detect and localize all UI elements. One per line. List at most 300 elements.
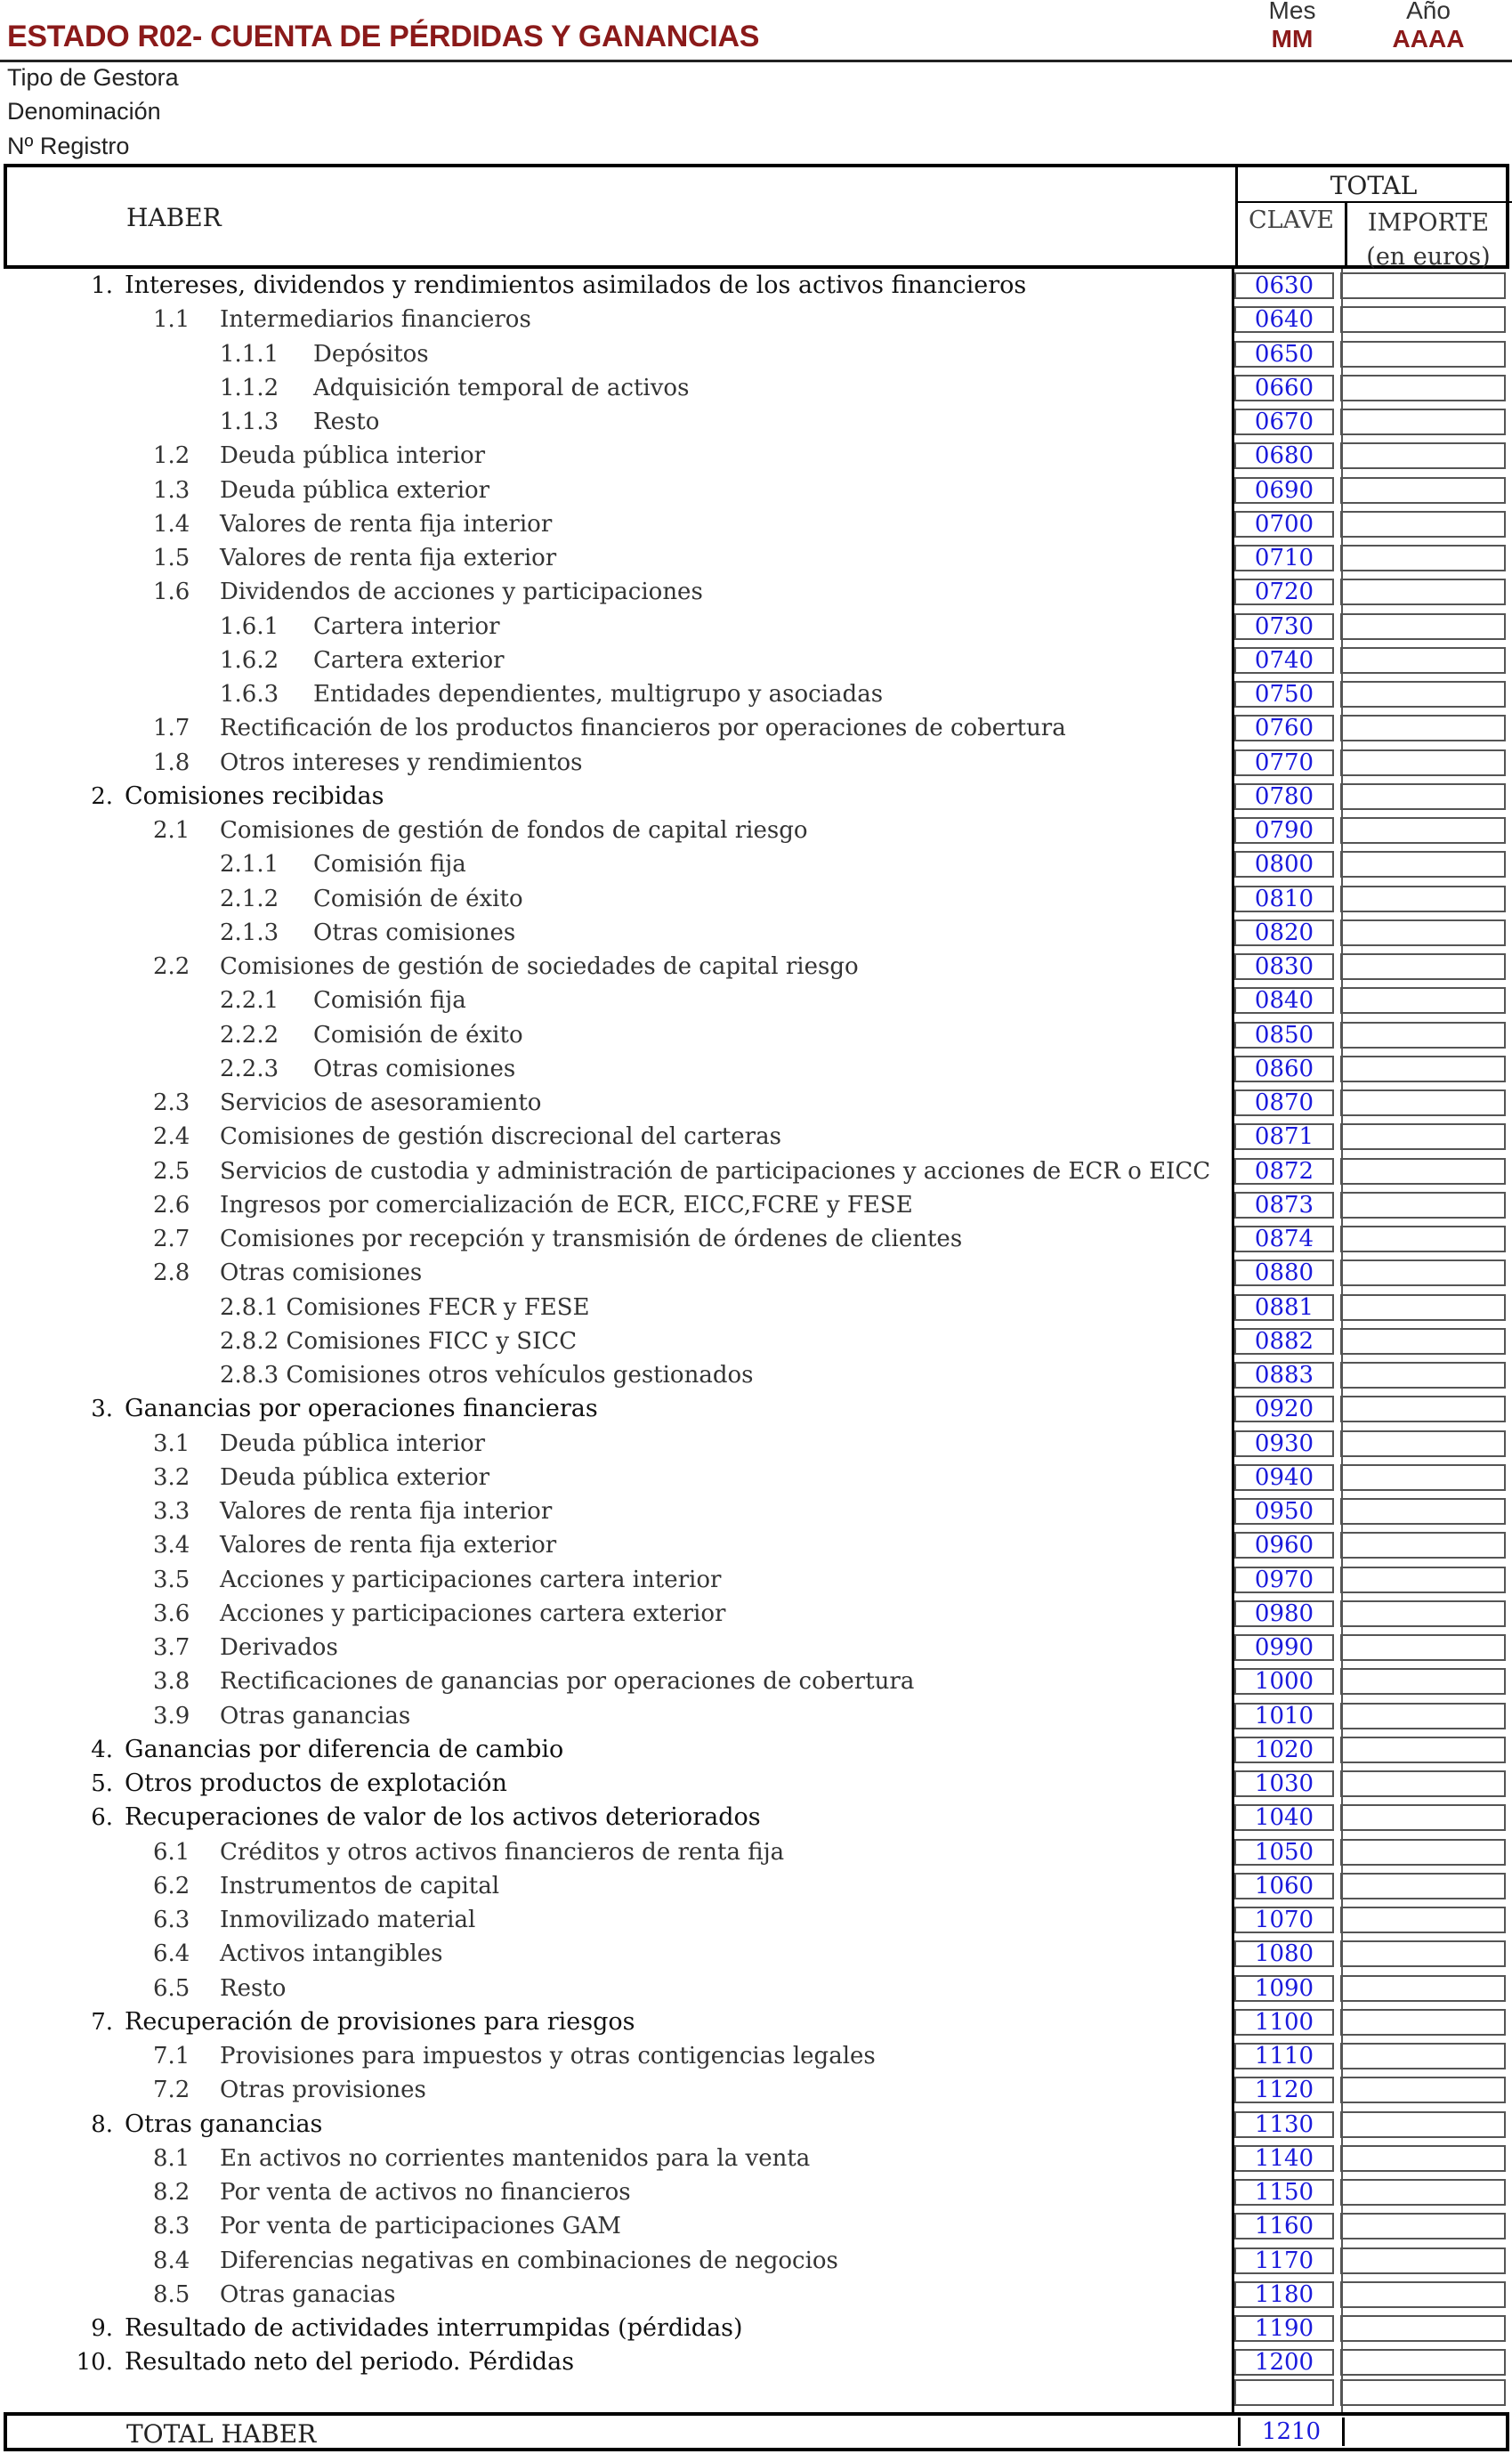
- row-label: Resto: [313, 409, 380, 435]
- table-row: [0, 2312, 1512, 2345]
- importe-cell[interactable]: [1340, 2043, 1506, 2069]
- row-label: Rectificación de los productos financieros por operaciones de cobertura: [220, 715, 1066, 742]
- clave-cell: 1160: [1234, 2213, 1334, 2239]
- importe-cell[interactable]: [1340, 1600, 1506, 1627]
- table-row: [0, 269, 1512, 303]
- row-label: Intereses, dividendos y rendimientos asimilados de los activos financieros: [125, 271, 1027, 299]
- clave-cell: 1200: [1234, 2349, 1334, 2376]
- table-row: [0, 2209, 1512, 2243]
- row-label: Comisión fija: [313, 851, 466, 879]
- row-number: 2.1.3: [220, 919, 279, 946]
- table-row: [0, 1835, 1512, 1869]
- row-number: 3.: [91, 1396, 113, 1423]
- row-label: Depósitos: [313, 340, 429, 368]
- row-label: Comisiones de gestión discrecional del carteras: [220, 1123, 781, 1151]
- clave-cell: 1110: [1234, 2043, 1334, 2069]
- row-label: Otras comisiones: [313, 919, 516, 946]
- row-number: 3.3: [153, 1498, 190, 1525]
- table-row: [0, 337, 1512, 371]
- clave-cell: 0820: [1234, 919, 1334, 946]
- table-row: [0, 2175, 1512, 2209]
- table-row: [0, 746, 1512, 780]
- blank-clave-cell: [1234, 2379, 1334, 2406]
- row-number: 6.3: [153, 1907, 190, 1933]
- row-number: 8.2: [153, 2179, 190, 2206]
- importe-cell[interactable]: [1340, 1873, 1506, 1899]
- clave-cell: 0630: [1234, 272, 1334, 299]
- row-label: Otras ganancias: [220, 1702, 411, 1729]
- table-row: [0, 2345, 1512, 2379]
- clave-cell: 0750: [1234, 681, 1334, 708]
- importe-cell[interactable]: [1340, 2145, 1506, 2172]
- table-row: [0, 847, 1512, 881]
- importe-cell[interactable]: [1340, 477, 1506, 504]
- row-label: Recuperaciones de valor de los activos deteriorados: [125, 1803, 761, 1832]
- row-label: Cartera exterior: [313, 646, 505, 674]
- importe-heading: [1347, 207, 1509, 274]
- row-number: 2.3: [153, 1089, 190, 1116]
- row-number: 2.2.2: [220, 1021, 279, 1049]
- importe-cell[interactable]: [1340, 2077, 1506, 2103]
- table-row: [0, 2039, 1512, 2073]
- table-row: [0, 814, 1512, 847]
- total-code: 1210: [1238, 2418, 1345, 2446]
- importe-cell[interactable]: [1340, 1056, 1506, 1082]
- table-row: [0, 1767, 1512, 1801]
- row-label: 2.8.3 Comisiones otros vehículos gestionados: [220, 1362, 754, 1389]
- registry-label: Nº Registro: [7, 133, 130, 159]
- importe-cell[interactable]: [1340, 1022, 1506, 1049]
- clave-cell: 0950: [1234, 1498, 1334, 1525]
- importe-cell[interactable]: [1340, 442, 1506, 469]
- row-number: 1.4: [153, 510, 190, 538]
- row-number: 1.3: [153, 476, 190, 504]
- row-label: 2.8.2 Comisiones FICC y SICC: [220, 1327, 578, 1355]
- clave-cell: 0700: [1234, 511, 1334, 538]
- row-label: Resultado de actividades interrumpidas (pérdidas): [125, 2314, 743, 2342]
- row-label: Créditos y otros activos financieros de renta fija: [220, 1838, 785, 1866]
- month-field: [1239, 0, 1346, 53]
- importe-cell[interactable]: [1340, 1907, 1506, 1933]
- row-number: 3.5: [153, 1566, 190, 1593]
- row-number: 1.6.2: [220, 646, 279, 674]
- row-label: Otros intereses y rendimientos: [220, 749, 583, 776]
- divider: [1235, 201, 1512, 203]
- clave-cell: 1170: [1234, 2247, 1334, 2274]
- table-row: [0, 405, 1512, 439]
- importe-cell[interactable]: [1340, 1089, 1506, 1116]
- clave-cell: 1060: [1234, 1873, 1334, 1899]
- clave-cell: 0650: [1234, 341, 1334, 368]
- importe-cell[interactable]: [1340, 886, 1506, 912]
- table-row: [0, 677, 1512, 711]
- total-label: TOTAL HABER: [126, 2419, 317, 2449]
- clave-cell: 1090: [1234, 1975, 1334, 2002]
- row-label: Comisión fija: [313, 987, 466, 1015]
- row-number: 6.: [91, 1804, 113, 1832]
- row-label: Acciones y participaciones cartera interior: [220, 1566, 722, 1593]
- table-row: [0, 644, 1512, 677]
- importe-cell[interactable]: [1340, 953, 1506, 980]
- row-number: 1.1.2: [220, 374, 279, 401]
- table-row: [0, 1801, 1512, 1834]
- clave-cell: 0760: [1234, 715, 1334, 741]
- clave-cell: 0840: [1234, 987, 1334, 1014]
- row-label: Entidades dependientes, multigrupo y asociadas: [313, 681, 884, 708]
- table-row: [0, 2244, 1512, 2278]
- row-number: 1.7: [153, 715, 190, 742]
- clave-cell: 1190: [1234, 2315, 1334, 2342]
- row-label: Resto: [220, 1974, 287, 2002]
- row-number: 1.1: [153, 306, 190, 334]
- row-number: 3.7: [153, 1634, 190, 1661]
- clave-cell: 0660: [1234, 375, 1334, 401]
- row-number: 6.4: [153, 1940, 190, 1968]
- table-row: [0, 1052, 1512, 1086]
- table-row: [0, 610, 1512, 644]
- row-number: 1.5: [153, 545, 190, 571]
- importe-cell[interactable]: [1340, 1567, 1506, 1593]
- row-label: En activos no corrientes mantenidos para la venta: [220, 2144, 811, 2172]
- clave-cell: 0800: [1234, 851, 1334, 878]
- row-number: 6.5: [153, 1974, 190, 2002]
- row-number: 8.3: [153, 2213, 190, 2240]
- row-number: 1.: [91, 272, 113, 299]
- clave-cell: 1180: [1234, 2281, 1334, 2308]
- table-row: [0, 2278, 1512, 2312]
- clave-cell: 0980: [1234, 1600, 1334, 1627]
- table-row: [0, 1631, 1512, 1664]
- year-field: [1375, 0, 1482, 53]
- importe-cell[interactable]: [1340, 1396, 1506, 1422]
- table-row: [0, 1597, 1512, 1631]
- importe-cell[interactable]: [1340, 1464, 1506, 1491]
- clave-cell: 1080: [1234, 1940, 1334, 1967]
- importe-cell[interactable]: [1340, 2281, 1506, 2308]
- table-row: [0, 2142, 1512, 2175]
- importe-cell[interactable]: [1340, 1634, 1506, 1661]
- row-label: Diferencias negativas en combinaciones de negocios: [220, 2247, 838, 2274]
- importe-cell[interactable]: [1340, 1703, 1506, 1729]
- importe-cell[interactable]: [1340, 1192, 1506, 1219]
- importe-cell[interactable]: [1340, 2349, 1506, 2376]
- row-label: Intermediarios financieros: [220, 306, 531, 334]
- row-label: Resultado neto del periodo. Pérdidas: [125, 2348, 575, 2377]
- row-number: 1.6.3: [220, 681, 279, 708]
- clave-cell: 0874: [1234, 1226, 1334, 1252]
- importe-cell[interactable]: [1340, 681, 1506, 708]
- importe-cell[interactable]: [1340, 1975, 1506, 2002]
- row-number: 2.7: [153, 1226, 190, 1252]
- importe-cell[interactable]: [1340, 1498, 1506, 1525]
- row-number: 2.6: [153, 1191, 190, 1219]
- clave-cell: 1030: [1234, 1770, 1334, 1797]
- table-row: [0, 1972, 1512, 2005]
- row-number: 7.: [91, 2008, 113, 2036]
- clave-cell: 0810: [1234, 886, 1334, 912]
- clave-cell: 0790: [1234, 817, 1334, 844]
- importe-cell[interactable]: [1340, 272, 1506, 299]
- clave-cell: 0670: [1234, 409, 1334, 435]
- row-number: 2.4: [153, 1123, 190, 1151]
- table-row: [0, 1528, 1512, 1562]
- clave-cell: 1070: [1234, 1907, 1334, 1933]
- table-row: [0, 2108, 1512, 2142]
- clave-cell: 0872: [1234, 1158, 1334, 1185]
- row-label: Rectificaciones de ganancias por operaciones de cobertura: [220, 1668, 915, 1696]
- table-row: [0, 575, 1512, 609]
- importe-cell[interactable]: [1340, 2213, 1506, 2239]
- account-list: [0, 269, 1512, 2380]
- table-row: [0, 1392, 1512, 1426]
- importe-cell[interactable]: [1340, 2315, 1506, 2342]
- row-label: Comisiones de gestión de sociedades de capital riesgo: [220, 953, 859, 980]
- importe-cell[interactable]: [1340, 647, 1506, 674]
- row-label: Ganancias por operaciones financieras: [125, 1395, 598, 1423]
- row-number: 2.2.1: [220, 987, 279, 1015]
- clave-cell: 0882: [1234, 1328, 1334, 1355]
- row-number: 3.9: [153, 1702, 190, 1729]
- table-row: [0, 439, 1512, 473]
- blank-importe-cell[interactable]: [1340, 2379, 1506, 2406]
- table-row: [0, 1664, 1512, 1698]
- table-row: [0, 1733, 1512, 1767]
- row-number: 3.2: [153, 1463, 190, 1491]
- importe-cell[interactable]: [1340, 715, 1506, 741]
- clave-cell: 0720: [1234, 579, 1334, 605]
- clave-cell: 0770: [1234, 749, 1334, 776]
- table-row: [0, 1120, 1512, 1154]
- importe-cell[interactable]: [1340, 1940, 1506, 1967]
- row-label: Otras provisiones: [220, 2077, 426, 2104]
- table-row: [0, 303, 1512, 336]
- importe-cell[interactable]: [1340, 511, 1506, 538]
- table-row: [0, 1461, 1512, 1494]
- total-heading: TOTAL: [1330, 171, 1418, 200]
- clave-cell: 0883: [1234, 1362, 1334, 1389]
- importe-cell[interactable]: [1340, 341, 1506, 368]
- row-number: 1.1.3: [220, 409, 279, 435]
- table-row: [0, 1358, 1512, 1392]
- table-row: [0, 984, 1512, 1017]
- row-number: 2.2: [153, 953, 190, 980]
- month-label: Mes: [1268, 0, 1316, 24]
- importe-cell[interactable]: [1340, 919, 1506, 946]
- row-label: Deuda pública exterior: [220, 1463, 490, 1491]
- table-row: [0, 1222, 1512, 1256]
- importe-cell[interactable]: [1340, 817, 1506, 844]
- row-number: 8.5: [153, 2280, 190, 2308]
- year-label: Año: [1406, 0, 1451, 24]
- table-row: [0, 1869, 1512, 1903]
- table-row: [0, 507, 1512, 541]
- importe-cell[interactable]: [1340, 579, 1506, 605]
- row-label: Derivados: [220, 1634, 338, 1661]
- clave-cell: 0680: [1234, 442, 1334, 469]
- importe-cell[interactable]: [1340, 2111, 1506, 2138]
- importe-cell[interactable]: [1340, 2247, 1506, 2274]
- row-label: Comisiones de gestión de fondos de capital riesgo: [220, 817, 808, 844]
- row-label: Comisión de éxito: [313, 1021, 523, 1049]
- header-divider: [0, 60, 1512, 62]
- clave-cell: 0690: [1234, 477, 1334, 504]
- importe-cell[interactable]: [1340, 1328, 1506, 1355]
- row-label: Servicios de custodia y administración de participaciones y acciones de ECR o EICC: [220, 1157, 1211, 1185]
- row-number: 2.1.1: [220, 851, 279, 879]
- row-label: Ganancias por diferencia de cambio: [125, 1735, 564, 1763]
- gestora-type-label: Tipo de Gestora: [7, 64, 179, 91]
- row-number: 6.2: [153, 1872, 190, 1899]
- row-label: Comisiones recibidas: [125, 782, 384, 810]
- importe-cell[interactable]: [1340, 1158, 1506, 1185]
- table-row: [0, 780, 1512, 814]
- table-row: [0, 474, 1512, 507]
- importe-cell[interactable]: [1340, 1259, 1506, 1286]
- clave-cell: 0960: [1234, 1532, 1334, 1559]
- row-label: Recuperación de provisiones para riesgos: [125, 2007, 635, 2036]
- row-label: Valores de renta fija exterior: [220, 1532, 557, 1559]
- table-row: [0, 1086, 1512, 1120]
- importe-cell[interactable]: [1340, 375, 1506, 401]
- importe-cell[interactable]: [1340, 306, 1506, 333]
- row-label: Otras comisiones: [313, 1055, 516, 1082]
- clave-cell: 1120: [1234, 2077, 1334, 2103]
- page-title: ESTADO R02- CUENTA DE PÉRDIDAS Y GANANCIAS: [7, 20, 760, 53]
- clave-cell: 1150: [1234, 2179, 1334, 2206]
- importe-cell[interactable]: [1340, 851, 1506, 878]
- importe-cell[interactable]: [1340, 783, 1506, 810]
- row-number: 2.: [91, 782, 113, 810]
- year-value[interactable]: AAAA: [1392, 25, 1465, 53]
- row-number: 10.: [76, 2349, 113, 2377]
- importe-cell[interactable]: [1340, 1668, 1506, 1695]
- row-label: Inmovilizado material: [220, 1907, 476, 1933]
- row-label: Comisiones por recepción y transmisión de órdenes de clientes: [220, 1226, 963, 1252]
- row-number: 2.8: [153, 1259, 190, 1287]
- clave-cell: 0730: [1234, 613, 1334, 640]
- row-number: 5.: [91, 1770, 113, 1797]
- clave-heading: CLAVE: [1249, 207, 1334, 234]
- importe-cell[interactable]: [1340, 1839, 1506, 1866]
- table-row: [0, 1154, 1512, 1188]
- clave-cell: 1100: [1234, 2009, 1334, 2036]
- row-number: 3.1: [153, 1429, 190, 1457]
- row-number: 1.6: [153, 579, 190, 606]
- table-row: [0, 882, 1512, 916]
- row-label: Dividendos de acciones y participaciones: [220, 579, 703, 606]
- row-label: Servicios de asesoramiento: [220, 1089, 542, 1116]
- row-number: 3.6: [153, 1600, 190, 1627]
- importe-cell[interactable]: [1340, 1123, 1506, 1150]
- table-row: [0, 1291, 1512, 1324]
- table-row: [0, 711, 1512, 745]
- row-number: 1.6.1: [220, 612, 279, 640]
- importe-cell[interactable]: [1340, 1362, 1506, 1389]
- row-label: Deuda pública interior: [220, 1429, 486, 1457]
- table-row: [0, 1188, 1512, 1222]
- table-row: [0, 1324, 1512, 1358]
- clave-cell: 0860: [1234, 1056, 1334, 1082]
- importe-cell[interactable]: [1340, 1226, 1506, 1252]
- table-row: [0, 1256, 1512, 1290]
- clave-cell: 0940: [1234, 1464, 1334, 1491]
- table-row: [0, 2005, 1512, 2039]
- importe-cell[interactable]: [1340, 1737, 1506, 1763]
- clave-cell: 0740: [1234, 647, 1334, 674]
- row-label: Valores de renta fija interior: [220, 510, 553, 538]
- table-row: [0, 1937, 1512, 1971]
- importe-cell[interactable]: [1340, 1294, 1506, 1321]
- row-label: 2.8.1 Comisiones FECR y FESE: [220, 1293, 590, 1321]
- row-number: 8.4: [153, 2247, 190, 2274]
- table-row: [0, 1427, 1512, 1461]
- denomination-label: Denominación: [7, 98, 161, 125]
- row-label: Por venta de participaciones GAM: [220, 2213, 621, 2240]
- row-number: 1.8: [153, 749, 190, 776]
- row-label: Acciones y participaciones cartera exterior: [220, 1600, 726, 1627]
- importe-cell[interactable]: [1340, 613, 1506, 640]
- row-label: Valores de renta fija exterior: [220, 545, 557, 571]
- table-row: [0, 916, 1512, 950]
- month-value[interactable]: MM: [1271, 25, 1314, 53]
- row-number: 2.2.3: [220, 1055, 279, 1082]
- row-number: 3.8: [153, 1668, 190, 1696]
- importe-cell[interactable]: [1340, 1532, 1506, 1559]
- clave-cell: 0850: [1234, 1022, 1334, 1049]
- row-label: Valores de renta fija interior: [220, 1498, 553, 1525]
- haber-heading: HABER: [126, 203, 222, 232]
- row-label: Otros productos de explotación: [125, 1770, 507, 1797]
- row-number: 1.2: [153, 442, 190, 470]
- row-number: 2.5: [153, 1157, 190, 1185]
- clave-cell: 0710: [1234, 545, 1334, 571]
- row-label: Deuda pública exterior: [220, 476, 490, 504]
- row-label: Otras comisiones: [220, 1259, 423, 1287]
- clave-cell: 1020: [1234, 1737, 1334, 1763]
- importe-cell[interactable]: [1340, 409, 1506, 435]
- importe-cell[interactable]: [1340, 545, 1506, 571]
- row-number: 9.: [91, 2315, 113, 2342]
- row-number: 2.1: [153, 817, 190, 844]
- clave-cell: 0830: [1234, 953, 1334, 980]
- row-label: Por venta de activos no financieros: [220, 2179, 631, 2206]
- clave-cell: 0920: [1234, 1396, 1334, 1422]
- clave-cell: 0990: [1234, 1634, 1334, 1661]
- importe-cell[interactable]: [1340, 2179, 1506, 2206]
- row-label: Activos intangibles: [220, 1940, 443, 1968]
- importe-cell[interactable]: [1340, 1804, 1506, 1831]
- clave-cell: 0881: [1234, 1294, 1334, 1321]
- table-row: [0, 1699, 1512, 1733]
- clave-cell: 0640: [1234, 306, 1334, 333]
- clave-cell: 0930: [1234, 1430, 1334, 1457]
- importe-cell[interactable]: [1340, 987, 1506, 1014]
- total-row: [4, 2412, 1509, 2451]
- clave-cell: 0970: [1234, 1567, 1334, 1593]
- row-label: Otras ganacias: [220, 2280, 396, 2308]
- clave-cell: 0780: [1234, 783, 1334, 810]
- row-number: 2.1.2: [220, 885, 279, 912]
- table-row: [0, 1903, 1512, 1937]
- row-label: Instrumentos de capital: [220, 1872, 500, 1899]
- importe-cell[interactable]: [1340, 1430, 1506, 1457]
- importe-cell[interactable]: [1340, 749, 1506, 776]
- clave-cell: 1000: [1234, 1668, 1334, 1695]
- clave-cell: 0870: [1234, 1089, 1334, 1116]
- importe-cell[interactable]: [1340, 2009, 1506, 2036]
- clave-cell: 0873: [1234, 1192, 1334, 1219]
- importe-cell[interactable]: [1340, 1770, 1506, 1797]
